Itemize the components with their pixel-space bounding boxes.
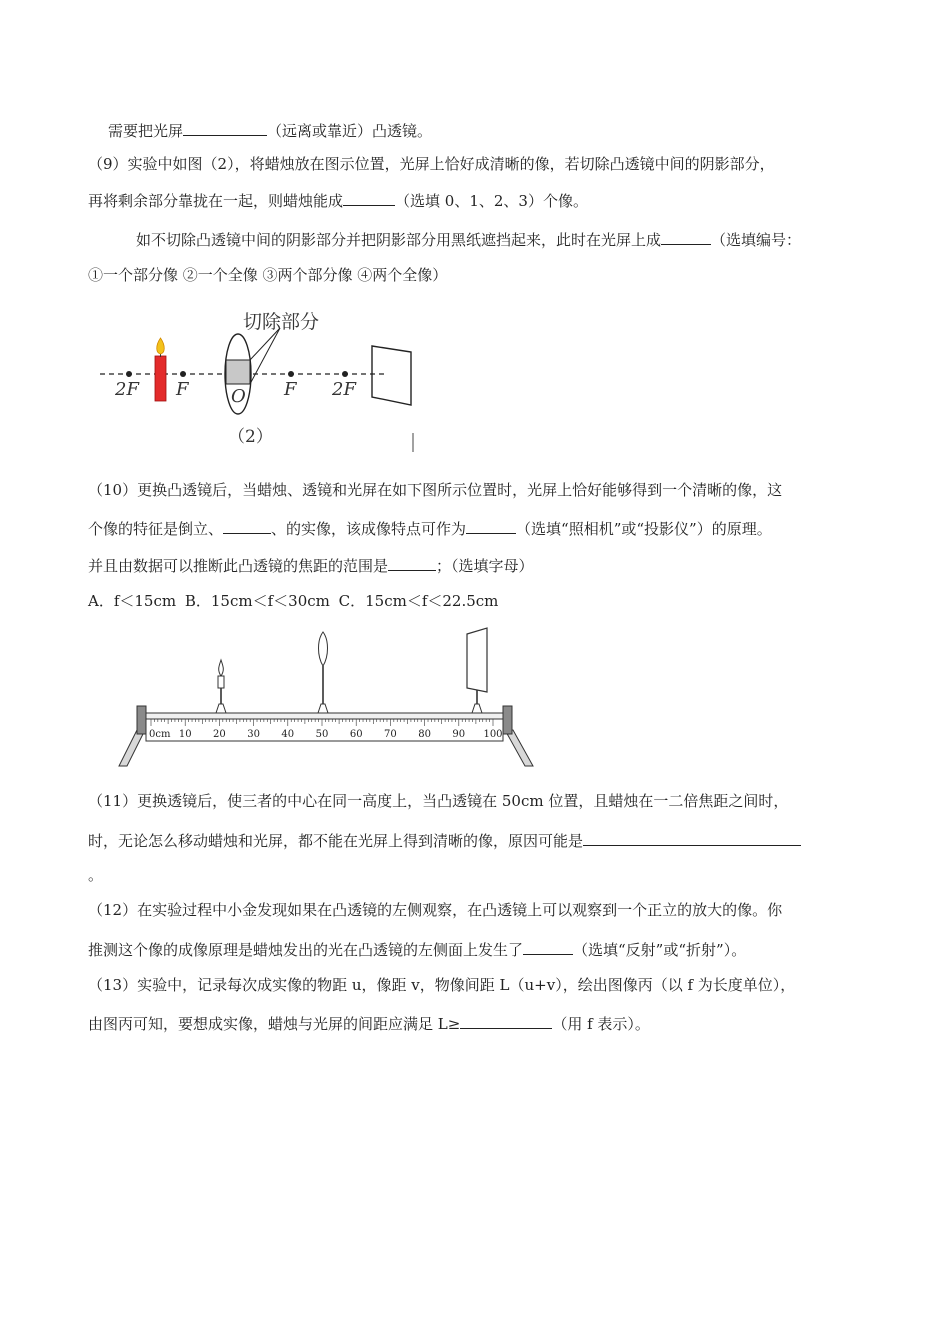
bench-left-post — [137, 706, 146, 734]
label-o: O — [231, 386, 246, 407]
answer-blank[interactable] — [466, 517, 516, 534]
q9-line-4: ①一个部分像 ②一个全像 ③两个部分像 ④两个全像） — [88, 266, 448, 284]
light-screen — [372, 346, 411, 405]
point-f-left — [180, 371, 186, 377]
q8-tail-line: 需要把光屏 （远离或靠近）凸透镜。 — [108, 119, 432, 141]
scale-label: 0cm — [149, 729, 171, 740]
bench-screen — [467, 628, 487, 713]
q11-line-3: 。 — [88, 866, 104, 884]
answer-blank[interactable] — [661, 228, 711, 245]
cut-region — [226, 360, 250, 384]
bench-left-leg — [119, 730, 145, 766]
optical-bench-figure — [115, 626, 535, 771]
scale-label: 90 — [452, 729, 466, 740]
scale-label: 30 — [247, 729, 260, 740]
figure-2-lens-diagram — [95, 300, 435, 460]
q9-line-3: 如不切除凸透镜中间的阴影部分并把阴影部分用黑纸遮挡起来，此时在光屏上成 （选填编号： — [136, 228, 801, 250]
q11-line-2: 时，无论怎么移动蜡烛和光屏，都不能在光屏上得到清晰的像，原因可能是 — [88, 829, 801, 851]
bench-right-leg — [505, 730, 533, 766]
scale-label: 80 — [418, 729, 431, 740]
label-f-right: F — [284, 379, 297, 400]
label-2f-right: 2F — [332, 379, 356, 400]
bench-candle — [216, 660, 226, 713]
answer-blank[interactable] — [583, 829, 801, 846]
q10-line-1: （10）更换凸透镜后，当蜡烛、透镜和光屏在如下图所示位置时，光屏上恰好能够得到一个清晰的像，这 — [88, 481, 783, 499]
answer-blank[interactable] — [223, 517, 271, 534]
bench-lens — [318, 632, 328, 713]
q9-line-2: 再将剩余部分靠拢在一起，则蜡烛能成 （选填 0、1、2、3）个像。 — [88, 189, 588, 211]
q11-line-1: （11）更换透镜后，使三者的中心在同一高度上，当凸透镜在 50cm 位置，且蜡烛在一二倍焦距之间时， — [88, 792, 789, 810]
scale-label: 60 — [349, 729, 363, 740]
scale-label: 40 — [281, 729, 295, 740]
scale-label: 20 — [213, 729, 226, 740]
label-2f-left: 2F — [115, 379, 139, 400]
bench-right-post — [503, 706, 512, 734]
answer-blank[interactable] — [523, 938, 573, 955]
q10-line-3: 并且由数据可以推断此凸透镜的焦距的范围是 ；（选填字母） — [88, 554, 534, 576]
label-f-left: F — [176, 379, 189, 400]
answer-blank[interactable] — [388, 554, 436, 571]
bench-rail-top — [146, 713, 503, 719]
scale-label: 50 — [315, 729, 329, 740]
q10-options: A．f＜15cm B．15cm＜f＜30cm C．15cm＜f＜22.5cm — [88, 592, 499, 610]
scale-label: 70 — [384, 729, 397, 740]
point-2f-left — [126, 371, 132, 377]
answer-blank[interactable] — [343, 189, 395, 206]
q13-line-2: 由图丙可知，要想成实像，蜡烛与光屏的间距应满足 L≥ （用 f 表示）。 — [88, 1012, 650, 1034]
q13-line-1: （13）实验中，记录每次成实像的物距 u，像距 v，物像间距 L（u+v），绘出图像丙（以 f 为长度单位）， — [88, 976, 796, 994]
q10-line-2: 个像的特征是倒立、 、的实像，该成像特点可作为 （选填“照相机”或“投影仪”）的原理。 — [88, 517, 772, 539]
answer-blank[interactable] — [183, 119, 267, 136]
answer-blank[interactable] — [460, 1012, 552, 1029]
q12-line-2: 推测这个像的成像原理是蜡烛发出的光在凸透镜的左侧面上发生了 （选填“反射”或“折射”）。 — [88, 938, 746, 960]
point-2f-right — [342, 371, 348, 377]
point-f-right — [288, 371, 294, 377]
q12-line-1: （12）在实验过程中小金发现如果在凸透镜的左侧观察，在凸透镜上可以观察到一个正立的放大的像。你 — [88, 901, 783, 919]
figure-caption: （2） — [228, 427, 273, 447]
cut-label: 切除部分 — [243, 311, 320, 333]
scale-label: 100 — [483, 729, 503, 740]
candle — [155, 338, 166, 401]
scale-label: 10 — [178, 729, 192, 740]
q9-line-1: （9）实验中如图（2），将蜡烛放在图示位置，光屏上恰好成清晰的像，若切除凸透镜中间的阴影部分， — [88, 155, 775, 173]
